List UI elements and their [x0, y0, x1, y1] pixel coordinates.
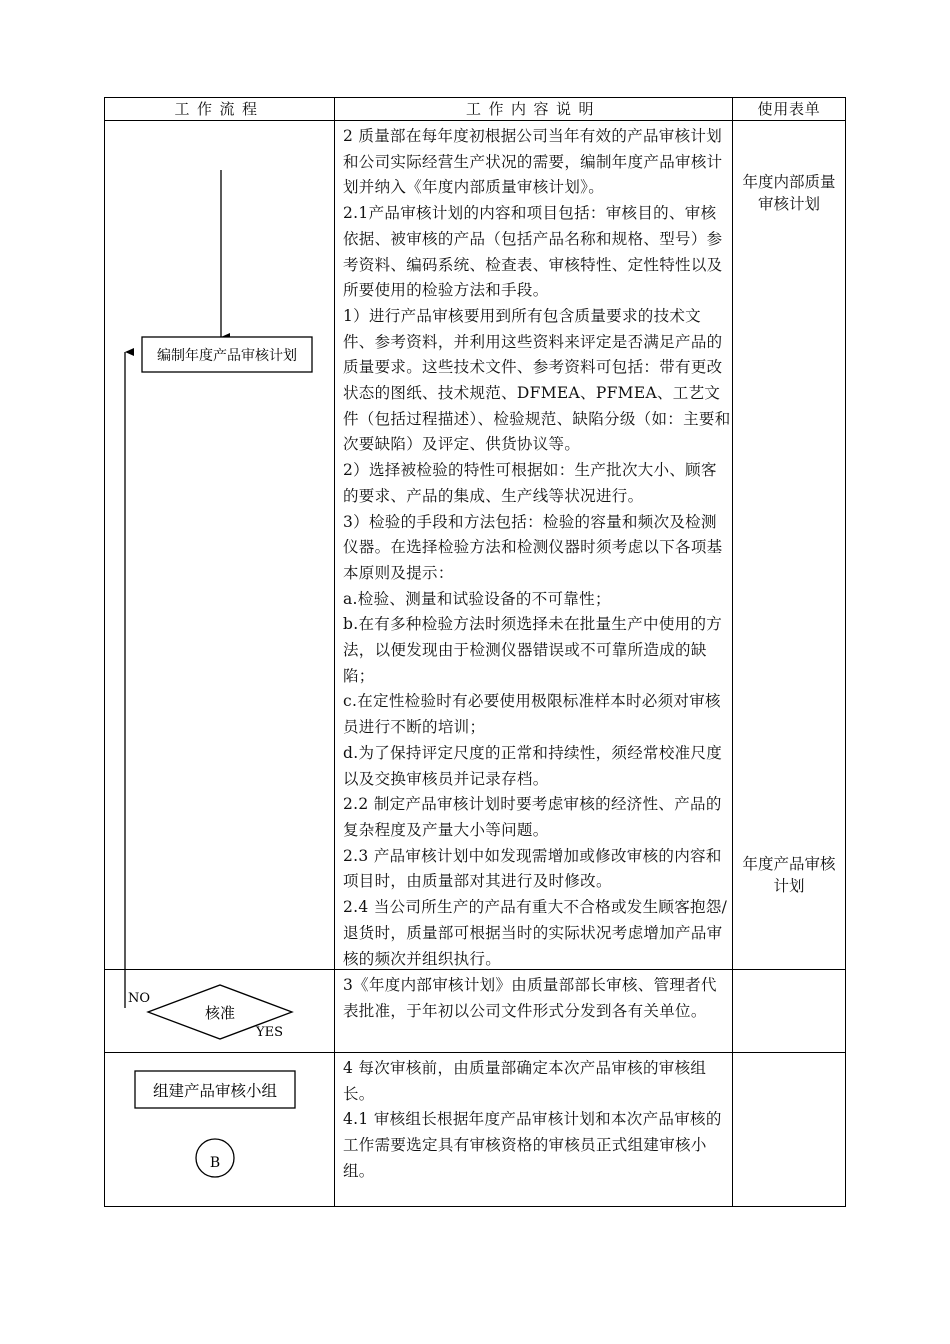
flow-yes-label: YES: [256, 1025, 283, 1040]
para-2-1-1: 1）进行产品审核要用到所有包含质量要求的技术文件、参考资料，并利用这些资料来评定是否满足产品的质量要求。这些技术文件、参考资料可包括：带有更改状态的图纸、技术规范、DFMEA、PFMEA、工艺文件（包括过程描述）、检验规范、缺陷分级（如：主要和次要缺陷）及评定、供货协议等。: [343, 306, 731, 454]
flow-connector-b-label: B: [209, 1155, 221, 1171]
para-4: 4 每次审核前，由质量部确定本次产品审核的审核组长。: [343, 1059, 707, 1103]
form-annual-internal-audit-plan: 年度内部质量审核计划: [742, 173, 836, 213]
flow-box-team-label: 组建产品审核小组: [152, 1082, 278, 1100]
para-3: 3《年度内部审核计划》由质量部部长审核、管理者代表批准，于年初以公司文件形式分发到各有关单位。: [343, 976, 717, 1020]
flow-box-plan-label: 编制年度产品审核计划: [157, 348, 297, 364]
para-b: b.在有多种检验方法时须选择未在批量生产中使用的方法，以便发现由于检测仪器错误或不可靠所造成的缺陷；: [343, 615, 723, 685]
para-2-1-3: 3）检验的手段和方法包括：检验的容量和频次及检测仪器。在选择检验方法和检测仪器时须考虑以下各项基本原则及提示：: [343, 512, 723, 582]
para-2-3: 2.3 产品审核计划中如发现需增加或修改审核的内容和项目时，由质量部对其进行及时修改。: [343, 846, 722, 891]
para-2-1: 2.1产品审核计划的内容和项目包括：审核目的、审核依据、被审核的产品（包括产品名称和规格、型号）参考资料、编码系统、检查表、审核特性、定性特性以及所要使用的检验方法和手段。: [343, 204, 723, 300]
para-2-1-2: 2）选择被检验的特性可根据如：生产批次大小、顾客的要求、产品的集成、生产线等状况进行。: [343, 461, 717, 505]
para-d: d.为了保持评定尺度的正常和持续性，须经常校准尺度以及交换审核员并记录存档。: [343, 743, 723, 788]
form-annual-product-audit-plan: 年度产品审核计划: [742, 855, 836, 895]
row2-content: [343, 973, 731, 1024]
header-forms: 使用表单: [757, 100, 821, 118]
para-2-2: 2.2 制定产品审核计划时要考虑审核的经济性、产品的复杂程度及产量大小等问题。: [343, 795, 722, 839]
para-4-1: 4.1 审核组长根据年度产品审核计划和本次产品审核的工作需要选定具有审核资格的审核员正式组建审核小组。: [343, 1110, 722, 1180]
para-c: c.在定性检验时有必要使用极限标准样本时必须对审核员进行不断的培训；: [343, 692, 721, 737]
flow-diamond-label: 核准: [204, 1004, 236, 1022]
para-a: a.检验、测量和试验设备的不可靠性；: [343, 589, 611, 608]
flow-no-label: NO: [128, 991, 151, 1006]
header-content: 工作内容说明: [465, 100, 601, 118]
row3-content: [343, 1056, 731, 1185]
para-2-4: 2.4 当公司所生产的产品有重大不合格或发生顾客抱怨/退货时，质量部可根据当时的实际状况考虑增加产品审核的频次并组织执行。: [343, 898, 728, 968]
para-2: 2 质量部在每年度初根据公司当年有效的产品审核计划和公司实际经营生产状况的需要，编制年度产品审核计划并纳入《年度内部质量审核计划》。: [343, 127, 723, 197]
row1-content: [343, 124, 731, 972]
header-flow: 工作流程: [174, 100, 265, 118]
